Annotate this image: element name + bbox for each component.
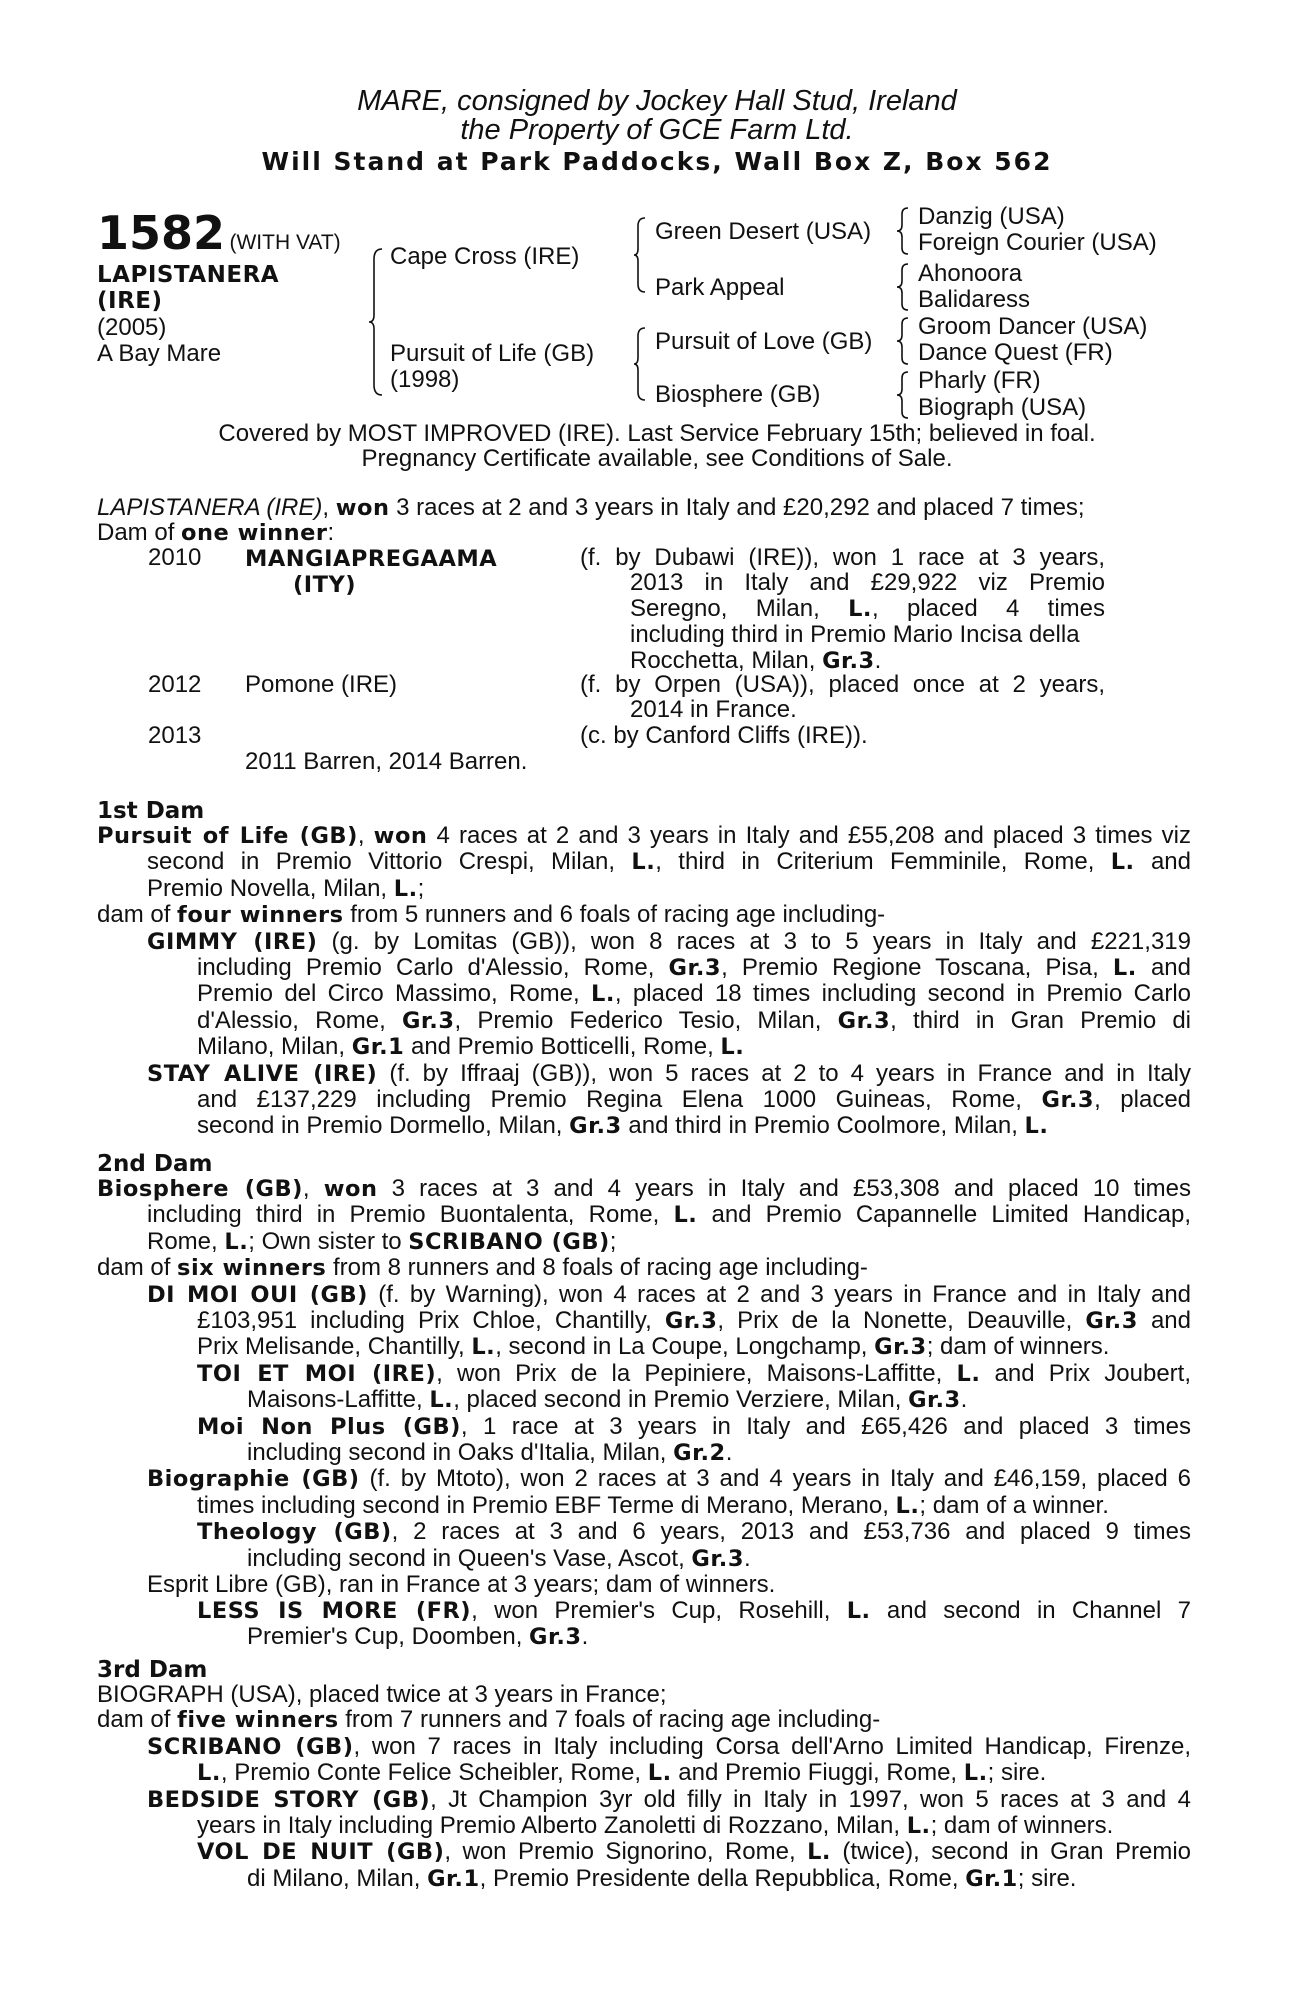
winner-count: one winner: [181, 520, 328, 546]
text-line: dam of six winners from 8 runners and 8 foals of racing age including-: [97, 1254, 868, 1282]
dam-name: Pursuit of Life (GB): [390, 340, 595, 367]
intro-rest: 3 races at 2 and 3 years in Italy and £20,292 and placed 7 times;: [389, 494, 1085, 521]
text-line: SCRIBANO (GB), won 7 races in Italy including Corsa dell'Arno Limited Handicap, Firenze,: [147, 1732, 1192, 1760]
text-line: Esprit Libre (GB), ran in France at 3 years; dam of winners.: [147, 1571, 776, 1599]
produce-details: (c. by Canford Cliffs (IRE)).: [580, 722, 868, 749]
text-line: Maisons-Laffitte, L., placed second in Premio Verziere, Milan, Gr.3.: [247, 1386, 968, 1414]
produce-year: 2013: [148, 722, 202, 749]
text-line: Premier's Cup, Doomben, Gr.3.: [247, 1622, 589, 1650]
dam-sire: Pursuit of Love (GB): [655, 328, 873, 355]
produce-line: (f. by Orpen (USA)), placed once at 2 years,: [580, 671, 1105, 698]
produce-details: [580, 545, 1105, 674]
text-line: GIMMY (IRE) (g. by Lomitas (GB)), won 8 races at 3 to 5 years in Italy and £221,319: [147, 927, 1191, 955]
text-line: Pursuit of Life (GB), won 4 races at 2 and 3 years in Italy and £55,208 and placed 3 times viz: [97, 822, 1192, 849]
stabling-line: Will Stand at Park Paddocks, Wall Box Z, Box 562: [261, 147, 1053, 176]
text-line: dam of four winners from 5 runners and 6 foals of racing age including-: [97, 901, 886, 929]
produce-line: Seregno, Milan, L., placed 4 times: [630, 594, 1105, 622]
intro-line: LAPISTANERA (IRE), won 3 races at 2 and 3 years in Italy and £20,292 and placed 7 times;: [97, 494, 1085, 521]
intro-horse-name: LAPISTANERA (IRE): [97, 494, 323, 521]
text-line: Rome, L.; Own sister to SCRIBANO (GB);: [147, 1227, 617, 1255]
text-line: £103,951 including Prix Chloe, Chantilly, Gr.3, Prix de la Nonette, Deauville, Gr.3 and: [197, 1307, 1191, 1335]
gg-7: Pharly (FR): [918, 367, 1041, 394]
text-line: Milano, Milan, Gr.1 and Premio Botticelli, Rome, L.: [197, 1033, 745, 1061]
intro-won: won: [335, 495, 390, 521]
sire-dam: Park Appeal: [655, 274, 785, 301]
horse-name: LAPISTANERA: [97, 262, 280, 288]
produce-line: 2014 in France.: [630, 696, 797, 724]
second-dam-body: [97, 1176, 1191, 1650]
gg-3: Ahonoora: [918, 260, 1023, 287]
produce-line: 2013 in Italy and £29,922 viz Premio: [630, 569, 1105, 597]
produce-line: (f. by Dubawi (IRE)), won 1 race at 3 years,: [580, 544, 1105, 571]
text-line: and £137,229 including Premio Regina Elena 1000 Guineas, Rome, Gr.3, placed: [197, 1086, 1192, 1114]
text-line: TOI ET MOI (IRE), won Prix de la Pepiniere, Maisons-Laffitte, L. and Prix Joubert,: [197, 1359, 1191, 1387]
text-line: second in Premio Dormello, Milan, Gr.3 and third in Premio Coolmore, Milan, L.: [197, 1112, 1049, 1140]
dam-dam: Biosphere (GB): [655, 381, 821, 408]
lot-number: 1582: [97, 206, 226, 260]
pregnancy-line: Pregnancy Certificate available, see Conditions of Sale.: [361, 445, 953, 472]
property-line: the Property of GCE Farm Ltd.: [460, 114, 854, 146]
text-line: Premio Novella, Milan, L.;: [147, 874, 425, 902]
third-dam-heading: 3rd Dam: [97, 1657, 208, 1683]
text-line: times including second in Premio EBF Terme di Merano, Merano, L.; dam of a winner.: [197, 1491, 1109, 1519]
dam-of-line: [97, 520, 334, 547]
horse-description: A Bay Mare: [97, 340, 222, 367]
produce-name: Pomone (IRE): [245, 671, 398, 698]
first-dam-heading: 1st Dam: [97, 798, 205, 824]
text-line: including third in Premio Buontalenta, Rome, L. and Premio Capannelle Limited Handicap,: [147, 1201, 1191, 1229]
produce-name: MANGIAPREGAAMA: [245, 546, 498, 572]
gg-2: Foreign Courier (USA): [918, 229, 1157, 256]
brace-3: [896, 316, 910, 366]
text-line: including Premio Carlo d'Alessio, Rome, Gr.3, Premio Regione Toscana, Pisa, L. and: [197, 954, 1191, 982]
text-line: Moi Non Plus (GB), 1 race at 3 years in Italy and £65,426 and placed 3 times: [197, 1412, 1191, 1440]
produce-line: Rocchetta, Milan, Gr.3.: [630, 646, 882, 674]
text-line: BEDSIDE STORY (GB), Jt Champion 3yr old filly in Italy in 1997, won 5 races at 3 and 4: [147, 1785, 1191, 1813]
dam-line-brace: [633, 326, 647, 402]
text-line: L., Premio Conte Felice Scheibler, Rome, L. and Premio Fiuggi, Rome, L.; sire.: [197, 1759, 1047, 1787]
lot-number-block: [97, 206, 341, 260]
dam-of-label: Dam of: [97, 519, 182, 546]
produce-details: [580, 672, 1105, 723]
second-dam-heading: 2nd Dam: [97, 1151, 213, 1177]
first-dam-body: [97, 823, 1191, 1140]
produce-year: 2012: [148, 671, 202, 698]
text-line: Theology (GB), 2 races at 3 and 6 years, 2013 and £53,736 and placed 9 times: [197, 1518, 1191, 1546]
third-dam-body: [97, 1682, 1191, 1892]
text-line: years in Italy including Premio Alberto Zanoletti di Rozzano, Milan, L.; dam of winners.: [197, 1812, 1114, 1840]
covered-line: Covered by MOST IMPROVED (IRE). Last Service February 15th; believed in foal.: [218, 420, 1096, 447]
text-line: dam of five winners from 7 runners and 7 foals of racing age including-: [97, 1706, 881, 1734]
gg-1: Danzig (USA): [918, 203, 1065, 230]
dam-of-colon: :: [327, 519, 335, 546]
text-line: LESS IS MORE (FR), won Premier's Cup, Rosehill, L. and second in Channel 7: [197, 1596, 1191, 1624]
text-line: di Milano, Milan, Gr.1, Premio Presidente della Repubblica, Rome, Gr.1; sire.: [247, 1864, 1077, 1892]
sire-line-brace: [633, 216, 647, 294]
text-line: Biographie (GB) (f. by Mtoto), won 2 races at 3 and 4 years in Italy and £46,159, placed 6: [147, 1465, 1191, 1493]
horse-suffix: (IRE): [97, 288, 163, 314]
text-line: DI MOI OUI (GB) (f. by Warning), won 4 races at 2 and 3 years in France and in Italy and: [147, 1280, 1192, 1308]
produce-suffix: (ITY): [293, 572, 357, 598]
barren-note: 2011 Barren, 2014 Barren.: [245, 748, 528, 775]
gg-8: Biograph (USA): [918, 394, 1087, 421]
sire-sire: Green Desert (USA): [655, 218, 872, 245]
brace-2: [896, 262, 910, 312]
foaling-year: (2005): [97, 314, 167, 341]
produce-year: 2010: [148, 544, 202, 571]
text-line: VOL DE NUIT (GB), won Premio Signorino, Rome, L. (twice), second in Gran Premio: [197, 1838, 1191, 1866]
text-line: Biosphere (GB), won 3 races at 3 and 4 years in Italy and £53,308 and placed 10 times: [97, 1175, 1191, 1202]
text-line: STAY ALIVE (IRE) (f. by Iffraaj (GB)), won 5 races at 2 to 4 years in France and in Italy: [147, 1059, 1191, 1087]
brace-4: [896, 370, 910, 420]
vat-note: (WITH VAT): [229, 231, 341, 254]
gg-6: Dance Quest (FR): [918, 339, 1113, 366]
text-line: second in Premio Vittorio Crespi, Milan, L., third in Criterium Femminile, Rome, L. and: [147, 848, 1191, 876]
dam-year: (1998): [390, 366, 460, 393]
text-line: Prix Melisande, Chantilly, L., second in La Coupe, Longchamp, Gr.3; dam of winners.: [197, 1333, 1110, 1361]
text-line: d'Alessio, Rome, Gr.3, Premio Federico Tesio, Milan, Gr.3, third in Gran Premio di: [197, 1006, 1191, 1034]
brace-1: [896, 206, 910, 256]
sire-name: Cape Cross (IRE): [390, 243, 580, 270]
text-line: including second in Queen's Vase, Ascot, Gr.3.: [247, 1544, 751, 1572]
text-line: Premio del Circo Massimo, Rome, L., placed 18 times including second in Premio Carlo: [197, 980, 1191, 1008]
text-line: including second in Oaks d'Italia, Milan, Gr.2.: [247, 1439, 733, 1467]
gg-5: Groom Dancer (USA): [918, 313, 1148, 340]
produce-line: including third in Premio Mario Incisa della: [630, 621, 1080, 649]
gg-4: Balidaress: [918, 286, 1031, 313]
text-line: BIOGRAPH (USA), placed twice at 3 years in France;: [97, 1681, 667, 1708]
consignor-line: MARE, consigned by Jockey Hall Stud, Ireland: [357, 85, 957, 117]
sire-dam-brace: [368, 247, 384, 397]
